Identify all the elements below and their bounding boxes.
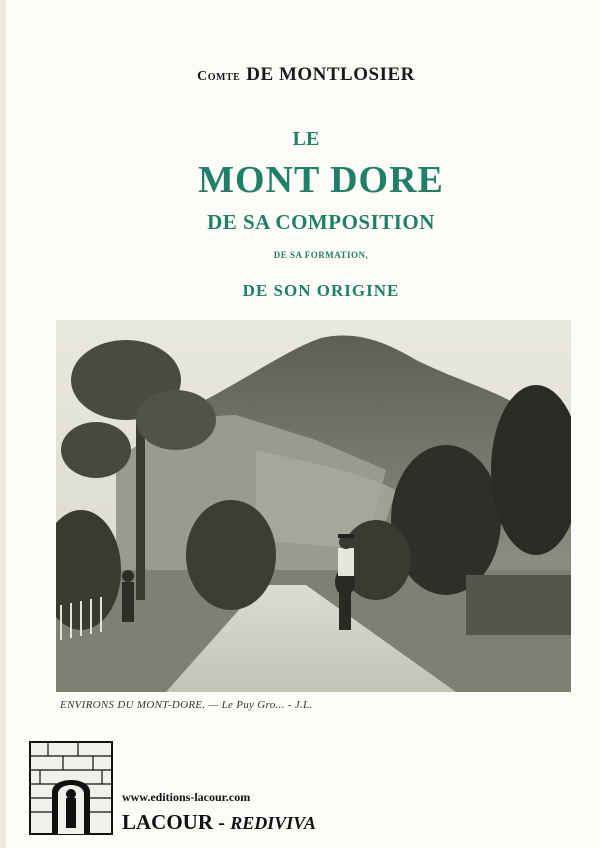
author-name: DE MONTLOSIER (246, 64, 415, 85)
title-article: LE (292, 128, 320, 150)
publisher-website: www.editions-lacour.com (122, 790, 251, 804)
author-prefix: Comte (197, 69, 241, 84)
photo-caption: ENVIRONS DU MONT-DORE. — Le Puy Gro... - J.L. (60, 699, 313, 711)
book-title: MONT DORE (198, 159, 444, 201)
subtitle-composition: DE SA COMPOSITION (207, 210, 435, 234)
publisher-separator: - (218, 812, 225, 834)
stone-wall (466, 575, 571, 635)
author-line (6, 64, 600, 86)
subtitle-origine: DE SON ORIGINE (242, 281, 400, 300)
bush-left (186, 500, 276, 610)
publisher-name: LACOUR (122, 810, 214, 834)
subtitle-formation: DE SA FORMATION, (273, 250, 369, 260)
publisher-logo-icon (28, 740, 114, 836)
mountain-road-illustration (56, 320, 571, 692)
pedestrian (122, 570, 134, 622)
publisher-name-line (122, 810, 316, 835)
publisher-series: REDIVIVA (230, 813, 316, 833)
cover-photo (56, 320, 571, 692)
